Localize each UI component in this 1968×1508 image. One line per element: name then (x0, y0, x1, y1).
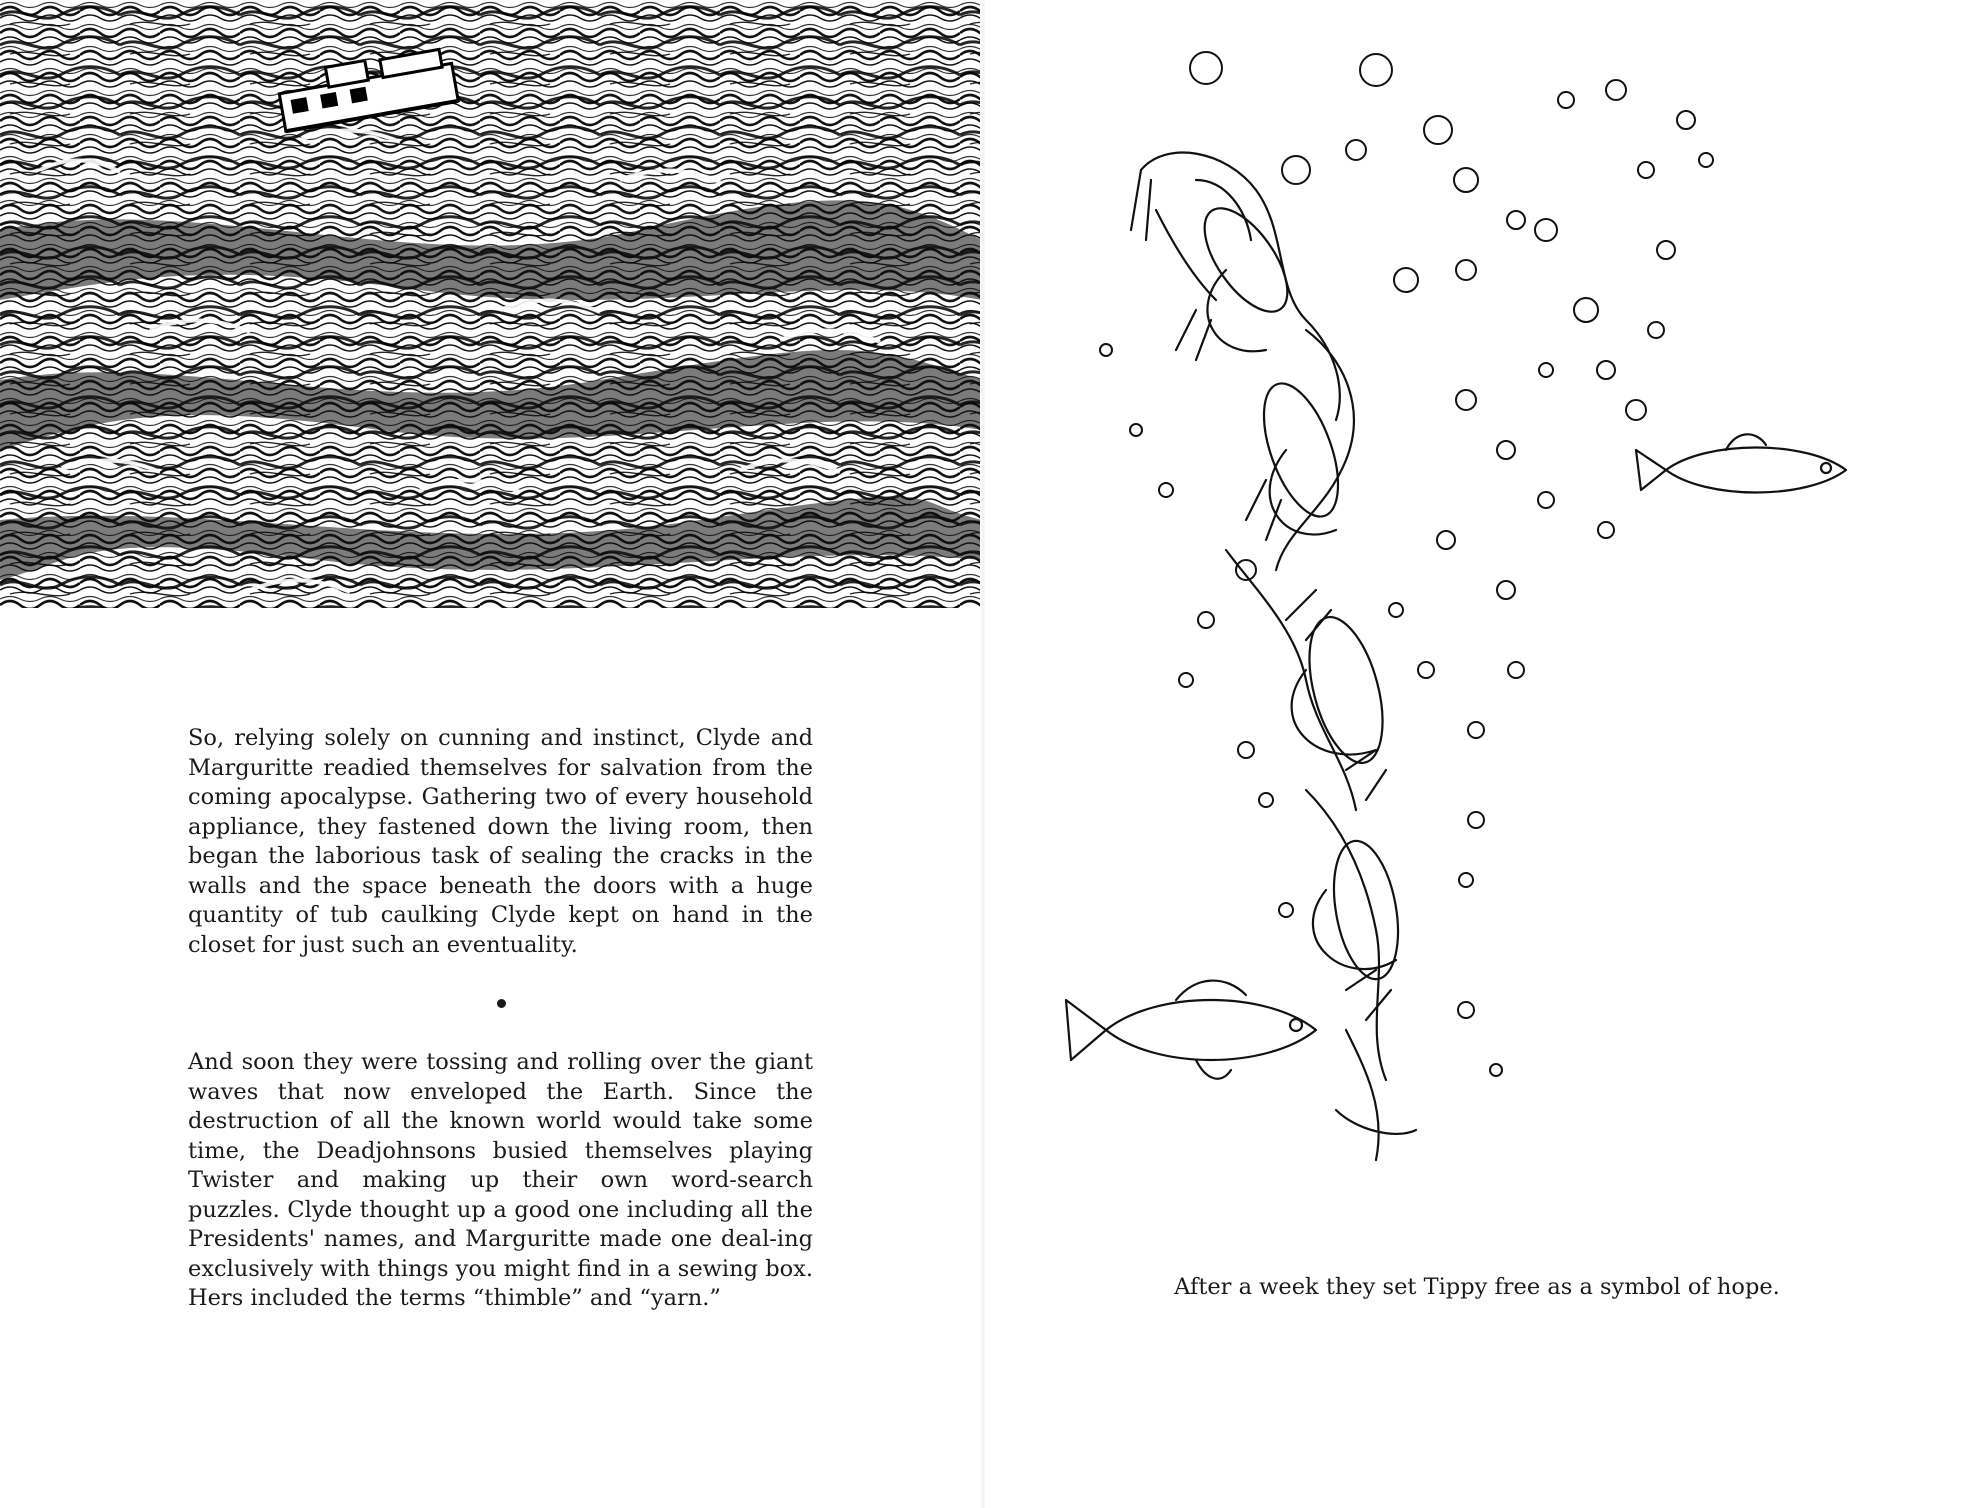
right-page (986, 0, 1968, 1508)
sinking-dog-illustration (1046, 30, 1926, 1230)
left-page (0, 0, 982, 1508)
section-separator-dot (497, 999, 506, 1008)
illustration-caption: After a week they set Tippy free as a symbol of hope. (1174, 1274, 1780, 1300)
story-paragraph-1: So, relying solely on cunning and instinct, Clyde and Marguritte readied themselves for salvation from the coming apocalypse. Gathering two of every household appliance, they fastened down the living room, then began the laborious task of sealing the cracks in the walls and the space beneath the doors with a huge quantity of tub caulking Clyde kept on hand in the closet for just such an eventuality. (188, 725, 813, 958)
story-paragraph-2: And soon they were tossing and rolling over the giant waves that now enveloped the Earth. Since the destruction of all the known world would take some time, the Deadjohnsons busied themselves playing Twister and making up their own word-search puzzles. Clyde thought up a good one including all the Presidents' names, and Marguritte made one deal-ing exclusively with things you might find in a sewing box. Hers included the terms “thimble” and “yarn.” (188, 1049, 813, 1311)
stormy-sea-illustration (0, 0, 982, 608)
